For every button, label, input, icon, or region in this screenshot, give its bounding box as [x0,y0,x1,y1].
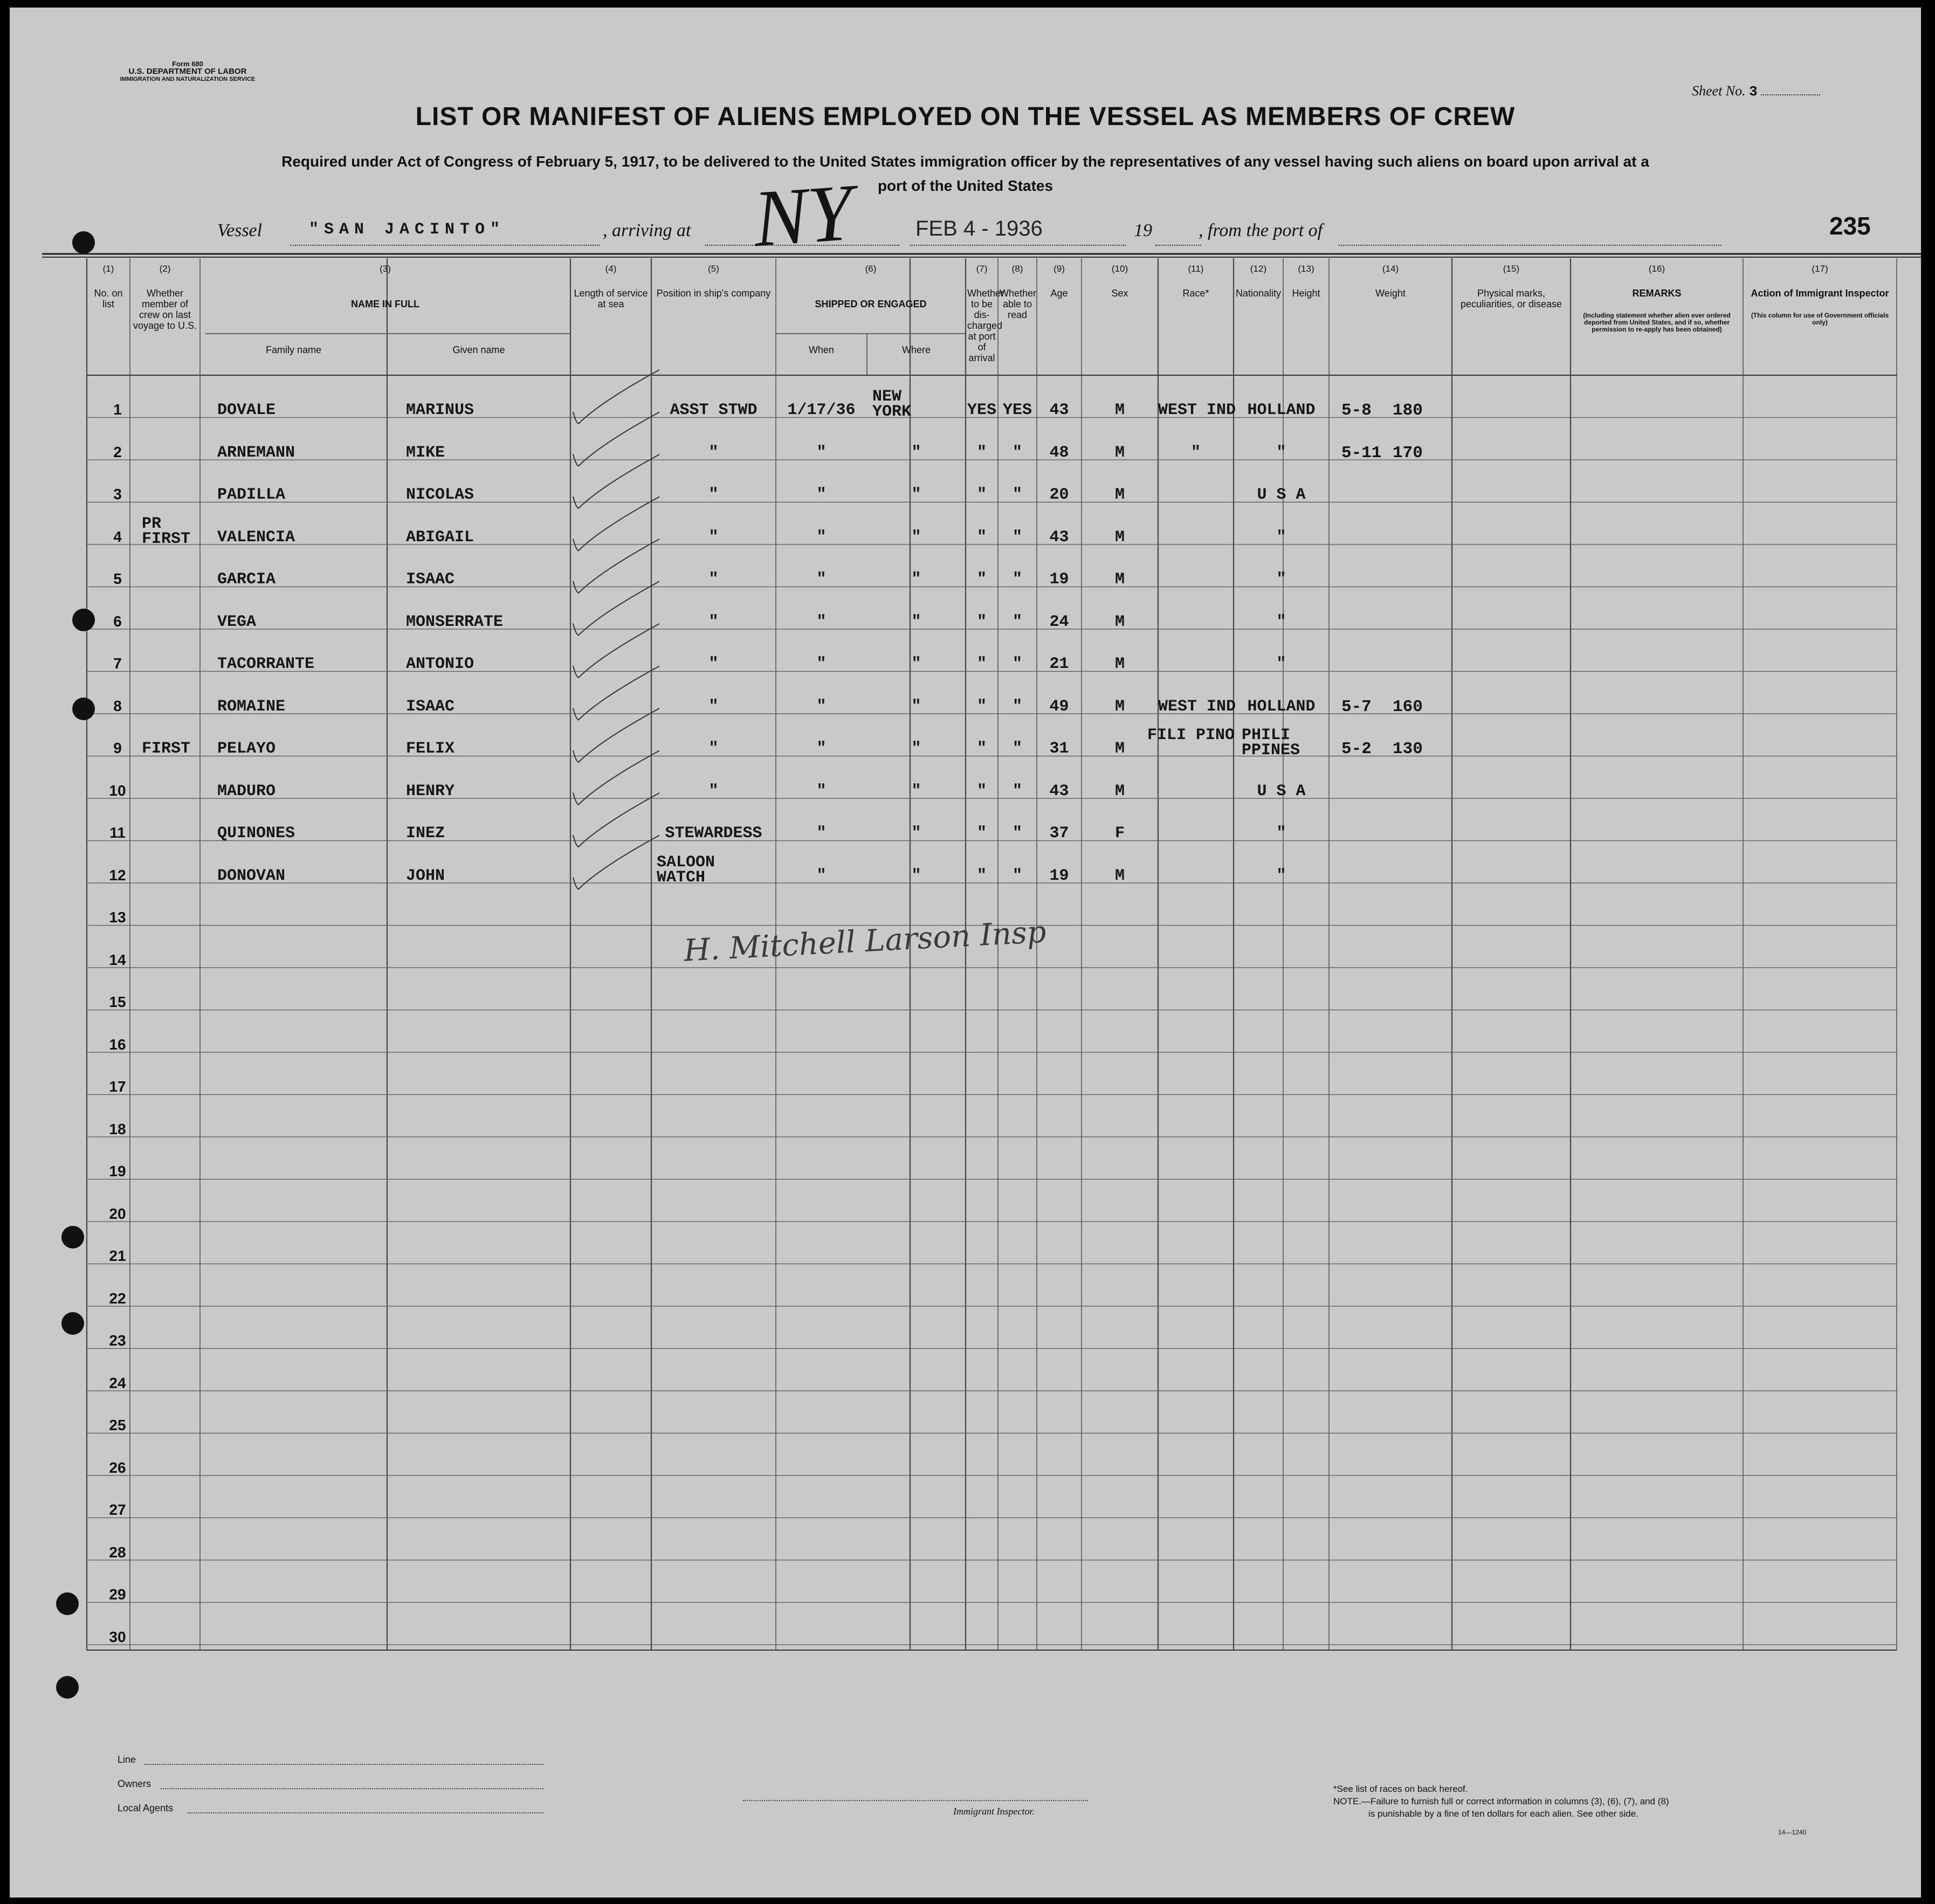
cell-when: " [816,570,827,589]
subtitle-line-1: Required under Act of Congress of February 5, 1917, to be delivered to the United States immigration officer by the representatives of any vessel having such aliens on board upon arrival at a [281,153,1649,170]
cell-age: 31 [1049,740,1069,758]
column-header-label: NAME IN FULL [351,299,419,309]
row-number: 5 [113,570,122,587]
year-label: 19 [1134,220,1152,240]
column-number: (10) [1111,264,1128,274]
column-header-label: Whether to be dis-charged at port of arrival [967,288,1004,363]
cell-position: " [708,486,719,504]
cell-discharged: " [976,782,987,801]
cell-family: PADILLA [217,486,286,504]
row-number: 20 [109,1205,126,1222]
check-mark [573,497,659,551]
footer-note-1: *See list of races on back hereof. [1333,1784,1468,1794]
row-number: 15 [109,994,126,1010]
column-number: (1) [102,264,114,274]
cell-family: DONOVAN [217,866,286,885]
cell-family: ARNEMANN [217,443,295,462]
cell-height: 5-8 [1341,401,1372,420]
punch-hole [61,1312,84,1335]
cell-sex: M [1114,740,1125,758]
row-number: 12 [109,866,126,884]
column-number: (11) [1188,264,1204,274]
cell-weight: 160 [1393,697,1423,716]
row-number: 17 [109,1078,126,1095]
inspector-label: Immigrant Inspector. [953,1806,1035,1817]
footer-note-2: NOTE.—Failure to furnish full or correct information in columns (3), (6), (7), and (8) [1333,1796,1669,1806]
cell-weight: 130 [1393,740,1423,758]
cell-position: " [708,528,719,547]
form-code: 14—1240 [1778,1829,1807,1836]
cell-sex: M [1114,486,1125,504]
cell-given: MARINUS [406,401,474,419]
cell-weight: 170 [1393,443,1423,463]
cell-given: ISAAC [406,697,455,716]
cell-sex: M [1114,866,1125,885]
cell-where: " [911,740,921,758]
column-subheader: Where [901,344,931,355]
cell-race: " [1190,443,1201,462]
cell-nationality: " [1276,570,1286,589]
column-header-label: No. on list [94,288,123,309]
subtitle-line-2: port of the United States [877,177,1053,194]
column-header-label: Weight [1375,288,1406,299]
cell-family: MADURO [217,782,276,801]
cell-nationality: " [1276,824,1286,843]
column-header-label: SHIPPED OR ENGAGED [815,299,927,309]
cell-position: " [708,612,719,631]
check-mark [573,412,659,466]
page-title: LIST OR MANIFEST OF ALIENS EMPLOYED ON THE VESSEL AS MEMBERS OF CREW [415,102,1516,131]
cell-nationality: " [1276,612,1286,631]
cell-where: " [911,612,921,631]
cell-age: 43 [1049,401,1069,419]
manifest-sheet [10,8,1921,1898]
cell-family: VEGA [217,612,257,631]
row-number: 22 [109,1289,126,1307]
cell-when: " [816,697,827,716]
cell-nationality: " [1276,866,1286,885]
cell-height: 5-11 [1341,443,1382,463]
column-header-label: Whether able to read [1000,288,1037,320]
cell-read: " [1012,866,1022,885]
cell-prev: FIRST [142,740,191,758]
cell-sex: M [1114,782,1125,801]
cell-family: GARCIA [217,570,276,589]
cell-read: " [1012,824,1022,843]
cell-position: " [708,570,719,589]
cell-when: " [816,782,827,801]
column-number: (13) [1298,264,1314,274]
cell-age: 37 [1049,824,1069,843]
column-number: (4) [605,264,617,274]
vessel-label: Vessel [217,220,263,240]
cell-nationality: HOLLAND [1247,697,1316,716]
cell-position: " [708,697,719,716]
cell-where: " [911,866,921,885]
row-number: 30 [109,1628,126,1645]
cell-given: MIKE [406,443,445,462]
cell-position: " [708,740,719,758]
column-header-label: Position in ship's company [656,288,771,299]
row-number: 28 [109,1543,126,1561]
column-header-label: Race* [1182,288,1209,299]
sheet-no-value: 3 [1749,84,1758,100]
column-number: (12) [1250,264,1267,274]
cell-read: " [1012,528,1022,547]
row-number: 16 [109,1036,126,1053]
cell-read: " [1012,570,1022,589]
row-number: 29 [109,1586,126,1603]
cell-read: " [1012,486,1022,504]
column-number: (2) [159,264,171,274]
row-number: 18 [109,1120,126,1137]
cell-read: YES [1002,401,1032,419]
punch-hole [72,231,95,254]
cell-nationality: " [1276,655,1286,673]
cell-given: HENRY [406,782,455,801]
cell-where: " [911,570,921,589]
column-header-note: (This column for use of Government officials only) [1751,312,1889,326]
cell-race: WEST IND [1158,401,1236,419]
cell-sex: M [1114,612,1125,631]
row-number: 10 [109,782,126,799]
cell-age: 21 [1049,655,1069,673]
row-number: 2 [113,443,122,460]
department: U.S. DEPARTMENT OF LABOR [128,67,247,76]
column-subheader: Given name [452,344,505,355]
column-header-label: Physical marks, peculiarities, or disease [1460,288,1562,309]
row-number: 27 [109,1501,126,1518]
cell-given: NICOLAS [406,486,474,504]
cell-discharged: " [976,655,987,673]
column-header-label: Nationality [1235,288,1282,299]
cell-given: ANTONIO [406,655,474,673]
column-number: (17) [1812,264,1828,274]
column-number: (6) [865,264,877,274]
cell-nationality: U S A [1257,486,1306,504]
row-number: 25 [109,1417,126,1433]
column-header-label: Length of service at sea [574,288,648,309]
row-number: 23 [109,1332,126,1349]
cell-sex: M [1114,655,1125,673]
column-header-label: REMARKS [1632,288,1682,299]
form-header [91,60,285,83]
cell-position: ASST STWD [670,401,758,419]
cell-age: 43 [1049,528,1069,547]
column-number: (9) [1053,264,1065,274]
row-number: 21 [109,1247,126,1264]
cell-read: " [1012,443,1022,462]
cell-when: " [816,612,827,631]
row-number: 9 [113,740,122,756]
service: IMMIGRATION AND NATURALIZATION SERVICE [120,76,256,82]
cell-prev: PR FIRST [142,514,191,548]
check-mark [573,624,659,678]
column-number: (15) [1503,264,1520,274]
cell-discharged: " [976,740,987,758]
cell-discharged: " [976,570,987,589]
cell-age: 49 [1049,697,1069,716]
cell-nationality: " [1276,528,1286,547]
cell-where: " [911,443,921,462]
punch-hole [61,1226,84,1248]
column-number: (3) [380,264,391,274]
cell-sex: M [1114,528,1125,547]
column-subheader: When [808,344,835,355]
column-header-label: Age [1050,288,1068,299]
check-mark [573,539,659,593]
cell-sex: M [1114,443,1125,462]
cell-where: " [911,528,921,547]
column-number: (16) [1648,264,1665,274]
arriving-port-handwritten: NY [750,167,856,264]
row-number: 14 [109,951,126,968]
vessel-name: "SAN JACINTO" [309,220,506,239]
cell-sex: M [1114,697,1125,716]
cell-family: VALENCIA [217,528,295,547]
check-mark [573,582,659,636]
cell-discharged: " [976,824,987,843]
column-header-note: (Including statement whether alien ever ordered deported from United States, and if so, whether permission to re-apply has been obtained) [1583,312,1731,333]
check-mark [573,751,659,805]
cell-age: 19 [1049,570,1069,589]
cell-when: " [816,443,827,462]
footer-owners-label: Owners [118,1778,152,1789]
sheet-no-label: Sheet No. [1692,83,1746,99]
cell-discharged: " [976,486,987,504]
cell-given: FELIX [406,740,455,758]
cell-family: PELAYO [217,740,276,758]
punch-hole [56,1676,79,1699]
cell-discharged: " [976,697,987,716]
row-number: 11 [109,824,126,841]
column-header-label: Whether member of crew on last voyage to U.S. [133,288,197,331]
cell-given: JOHN [406,866,445,885]
cell-nationality: " [1276,443,1286,462]
cell-age: 20 [1049,486,1069,504]
cell-position: " [708,655,719,673]
cell-where: NEW YORK [872,388,912,421]
column-header-label: Sex [1111,288,1128,299]
cell-when: " [816,866,827,885]
check-mark [573,454,659,508]
check-mark [573,793,659,847]
row-number: 24 [109,1374,126,1391]
cell-read: " [1012,782,1022,801]
cell-race: WEST IND [1158,697,1236,716]
column-number: (5) [708,264,719,274]
cell-family: DOVALE [217,401,276,419]
cell-where: " [911,486,921,504]
punch-hole [72,609,95,631]
cell-age: 24 [1049,612,1069,631]
footer-note-3: is punishable by a fine of ten dollars for each alien. See other side. [1368,1809,1638,1819]
row-number: 13 [109,909,126,926]
cell-read: " [1012,612,1022,631]
date-stamp: FEB 4 - 1936 [915,217,1043,240]
cell-race: FILI PINO [1147,726,1235,744]
footer-agents-label: Local Agents [118,1803,174,1813]
cell-read: " [1012,740,1022,758]
cell-position: " [708,443,719,462]
cell-sex: M [1114,401,1125,419]
row-number: 6 [113,612,122,630]
cell-family: QUINONES [217,824,295,843]
cell-given: ISAAC [406,570,455,589]
row-number: 3 [113,486,122,502]
cell-discharged: " [976,443,987,462]
cell-height: 5-7 [1341,697,1372,716]
cell-discharged: " [976,528,987,547]
cell-position: " [708,782,719,801]
sheet-no [1692,83,1820,100]
column-subheader: Family name [265,344,322,355]
cell-where: " [911,824,921,843]
punch-hole [72,698,95,720]
row-number: 1 [113,401,122,418]
cell-nationality: PHILI PPINES [1242,726,1300,760]
cell-position: SALOON WATCH [657,853,715,887]
arriving-label: , arriving at [603,220,691,240]
cell-when: " [816,655,827,673]
row-number: 19 [109,1163,126,1179]
cell-family: ROMAINE [217,697,286,716]
cell-given: MONSERRATE [406,612,504,631]
row-number: 7 [113,655,122,672]
cell-age: 19 [1049,866,1069,885]
row-number: 8 [113,697,122,714]
check-mark [573,370,659,424]
cell-when: " [816,486,827,504]
cell-height: 5-2 [1341,740,1372,758]
cell-sex: F [1114,824,1125,843]
cell-read: " [1012,655,1022,673]
check-mark [573,836,659,889]
footer-line-label: Line [118,1754,136,1765]
cell-nationality: HOLLAND [1247,401,1316,419]
cell-age: 48 [1049,443,1069,462]
cell-where: " [911,782,921,801]
cell-nationality: U S A [1257,782,1306,801]
cell-read: " [1012,697,1022,716]
column-number: (8) [1011,264,1023,274]
row-number: 4 [113,528,122,545]
cell-age: 43 [1049,782,1069,801]
from-port-label: , from the port of [1199,220,1323,240]
inspector-signature: H. Mitchell Larson Insp [683,914,1048,969]
check-mark [573,666,659,720]
cell-given: ABIGAIL [406,528,474,547]
cell-weight: 180 [1393,401,1423,420]
column-number: (14) [1382,264,1399,274]
cell-position: STEWARDESS [665,824,762,843]
page-number: 235 [1829,212,1871,240]
punch-hole [56,1592,79,1615]
cell-discharged: " [976,866,987,885]
cell-when: 1/17/36 [787,401,856,419]
cell-when: " [816,824,827,843]
cell-sex: M [1114,570,1125,589]
column-header-label: Action of Immigrant Inspector [1751,288,1889,299]
cell-where: " [911,697,921,716]
column-number: (7) [976,264,988,274]
form-number: Form 680 [172,60,203,68]
cell-discharged: YES [967,401,996,419]
check-mark [573,708,659,762]
cell-given: INEZ [406,824,445,843]
cell-when: " [816,528,827,547]
cell-when: " [816,740,827,758]
cell-where: " [911,655,921,673]
column-header-label: Height [1292,288,1320,299]
cell-family: TACORRANTE [217,655,315,673]
cell-discharged: " [976,612,987,631]
row-number: 26 [109,1459,126,1476]
